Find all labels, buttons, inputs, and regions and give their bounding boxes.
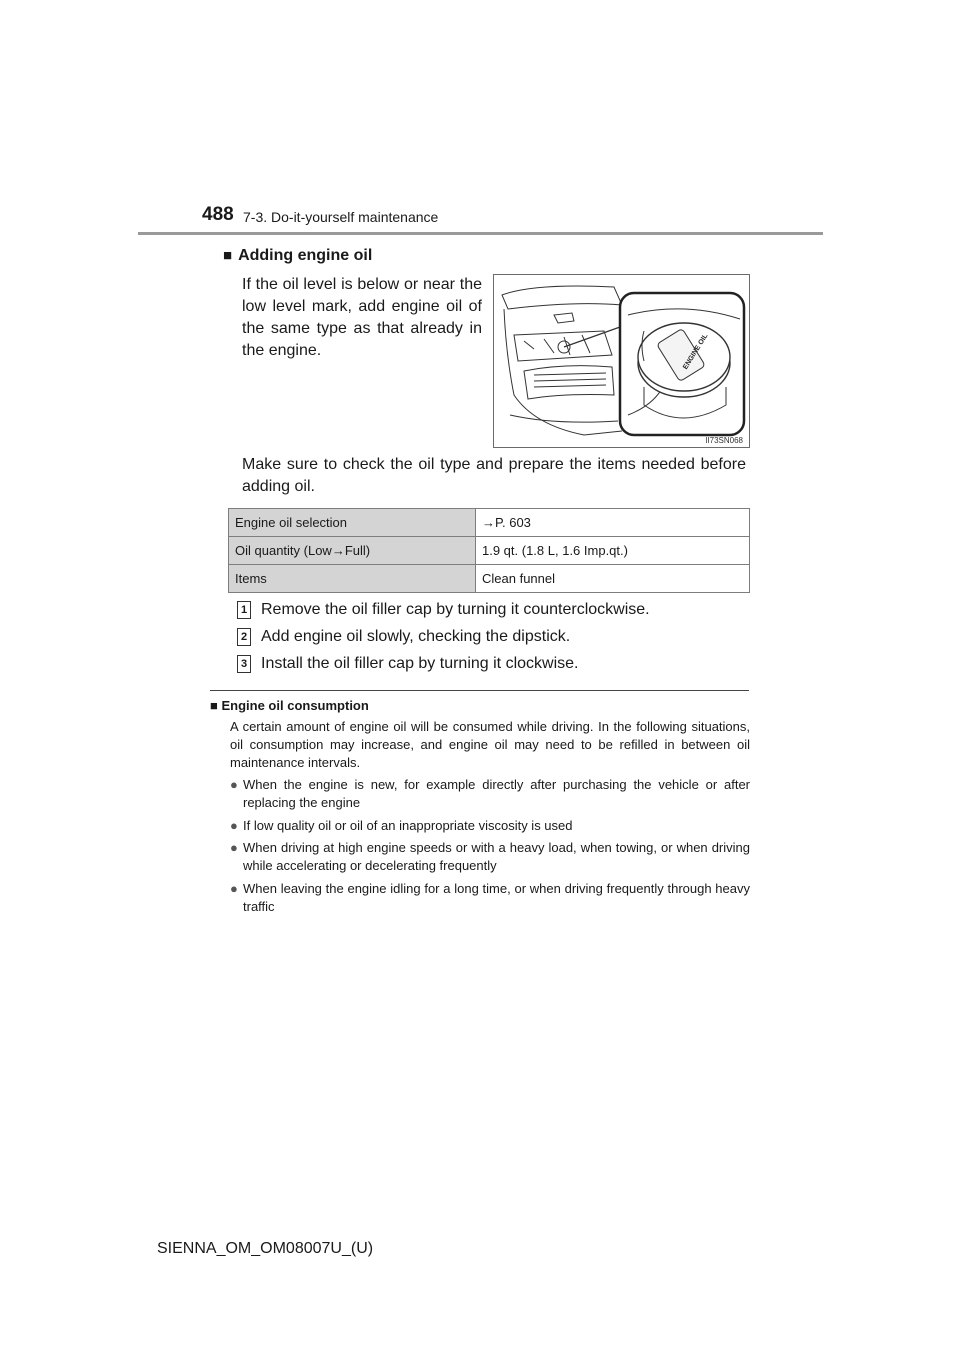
info-divider xyxy=(210,690,749,691)
bullet-dot-icon: ● xyxy=(230,818,238,833)
list-item xyxy=(230,839,750,875)
bullet-dot-icon: ● xyxy=(230,881,238,896)
table-value: 1.9 qt. (1.8 L, 1.6 Imp.qt.) xyxy=(476,537,750,565)
step-item xyxy=(237,601,650,619)
engine-bay-illustration xyxy=(494,275,750,448)
bullet-dot-icon: ● xyxy=(230,777,238,792)
table-label: Engine oil selection xyxy=(229,509,476,537)
table-row xyxy=(229,537,750,565)
list-item-text: When driving at high engine speeds or with a heavy load, when towing, or when driving while accelerating or decelerating frequently xyxy=(243,840,750,873)
table-value: →P. 603 xyxy=(476,509,750,537)
step-item xyxy=(237,628,570,646)
header-divider xyxy=(138,232,823,235)
note-paragraph: Make sure to check the oil type and prepare the items needed before adding oil. xyxy=(242,456,746,495)
table-label: Items xyxy=(229,565,476,593)
engine-oil-filler-illustration xyxy=(493,274,750,448)
list-item-text: When leaving the engine idling for a long time, or when driving frequently through heavy traffic xyxy=(243,881,750,914)
step-text: Remove the oil filler cap by turning it counterclockwise. xyxy=(261,601,650,619)
table-row xyxy=(229,509,750,537)
page-number: 488 xyxy=(202,204,234,225)
list-item xyxy=(230,817,750,835)
list-item xyxy=(230,880,750,916)
square-bullet-icon: ■ xyxy=(210,698,218,713)
info-heading-text: Engine oil consumption xyxy=(221,698,369,713)
sub-heading xyxy=(223,247,372,265)
list-item xyxy=(230,776,750,812)
step-number: 3 xyxy=(237,655,251,673)
section-title: 7-3. Do-it-yourself maintenance xyxy=(243,209,439,225)
step-number: 2 xyxy=(237,628,251,646)
sub-heading-text: Adding engine oil xyxy=(238,247,373,264)
info-paragraph: A certain amount of engine oil will be consumed while driving. In the following situations, oil consumption may increase, and engine oil may need to be refilled in between oil maintenance intervals. xyxy=(230,719,750,770)
document-id: SIENNA_OM_OM08007U_(U) xyxy=(157,1240,374,1257)
step-number: 1 xyxy=(237,601,251,619)
step-text: Add engine oil slowly, checking the dipstick. xyxy=(261,628,571,646)
info-heading xyxy=(210,698,369,713)
cap-label: ENGINE OIL xyxy=(682,332,710,371)
step-item xyxy=(237,655,578,673)
table-row xyxy=(229,565,750,593)
figure-code: II73SN068 xyxy=(705,436,743,445)
table-label: Oil quantity (Low→Full) xyxy=(229,537,476,565)
oil-spec-table xyxy=(228,508,750,593)
list-item-text: When the engine is new, for example directly after purchasing the vehicle or after replacing the engine xyxy=(243,777,750,810)
list-item-text: If low quality oil or oil of an inappropriate viscosity is used xyxy=(243,818,573,833)
square-bullet-icon: ■ xyxy=(223,247,233,264)
intro-paragraph: If the oil level is below or near the low level mark, add engine oil of the same type as that already in the engine. xyxy=(242,276,482,359)
table-value: Clean funnel xyxy=(476,565,750,593)
step-text: Install the oil filler cap by turning it clockwise. xyxy=(261,655,579,673)
bullet-dot-icon: ● xyxy=(230,840,238,855)
